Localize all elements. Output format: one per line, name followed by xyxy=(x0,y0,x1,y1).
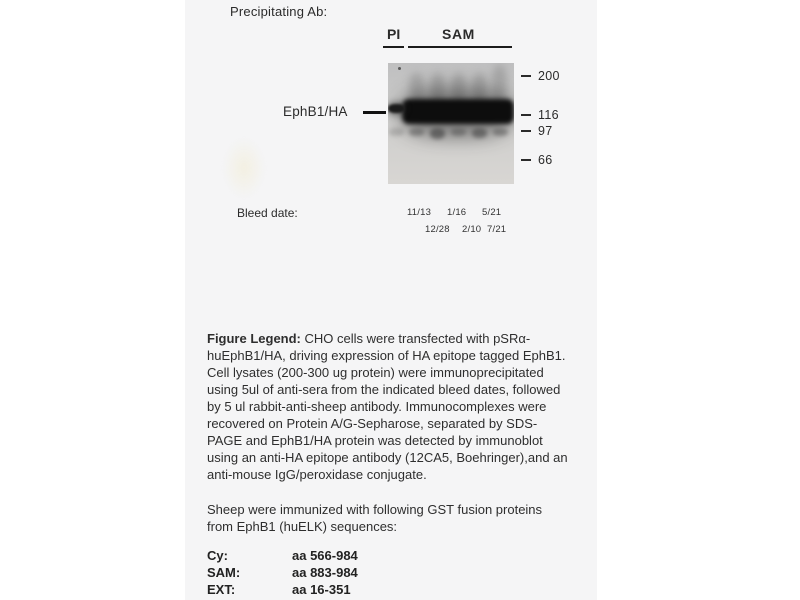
fusion-protein-row xyxy=(207,564,358,581)
mw-value: 116 xyxy=(538,108,559,122)
legend-line xyxy=(207,330,592,347)
lane-label-sam: SAM xyxy=(442,26,475,42)
fusion-protein-name: EXT: xyxy=(207,582,236,597)
ephb1-ha-main-band xyxy=(402,99,514,124)
pi-lane-band xyxy=(388,104,405,113)
mw-value: 97 xyxy=(538,124,553,138)
sam-lane-underline xyxy=(408,46,512,48)
legend-heading: Figure Legend: xyxy=(207,331,301,346)
mw-marker-66 xyxy=(521,153,553,167)
fusion-protein-name: SAM: xyxy=(207,565,241,580)
legend-line: by 5 ul rabbit-anti-sheep antibody. Immunocomplexes were xyxy=(207,399,547,414)
immunization-paragraph xyxy=(207,501,592,535)
legend-line: huEphB1/HA, driving expression of HA epitope tagged EphB1. xyxy=(207,348,566,363)
mw-marker-97 xyxy=(521,124,553,138)
bleed-date-value: 12/28 xyxy=(425,224,450,235)
blot-speck xyxy=(398,67,401,70)
secondary-band xyxy=(389,128,404,136)
secondary-band xyxy=(451,128,466,136)
mw-tick xyxy=(521,159,531,161)
fusion-protein-row xyxy=(207,547,358,564)
paper-watermark xyxy=(223,138,265,198)
band-label-ephb1ha: EphB1/HA xyxy=(283,104,348,119)
fusion-protein-row xyxy=(207,581,358,598)
legend-line: Cell lysates (200-300 ug protein) were immunoprecipitated xyxy=(207,365,544,380)
mw-tick xyxy=(521,114,531,116)
bleed-date-value: 2/10 xyxy=(462,224,482,235)
secondary-band xyxy=(409,128,424,136)
bleed-date-value: 7/21 xyxy=(487,224,507,235)
secondary-band xyxy=(472,128,487,138)
lane-label-pi: PI xyxy=(387,26,401,42)
bleed-date-label: Bleed date: xyxy=(237,206,298,220)
bleed-date-value: 11/13 xyxy=(407,207,432,218)
mw-tick xyxy=(521,130,531,132)
legend-line: using an anti-HA epitope antibody (12CA5, Boehringer),and an xyxy=(207,450,568,465)
secondary-band xyxy=(430,128,445,139)
figure-legend xyxy=(207,330,592,483)
fusion-protein-range: aa 566-984 xyxy=(292,548,358,563)
precipitating-ab-label: Precipitating Ab: xyxy=(230,4,328,19)
western-blot-image xyxy=(388,63,514,184)
bleed-date-value: 5/21 xyxy=(482,207,502,218)
mw-marker-200 xyxy=(521,69,560,83)
mw-value: 66 xyxy=(538,153,553,167)
legend-line: recovered on Protein A/G-Sepharose, separated by SDS- xyxy=(207,416,538,431)
fusion-protein-range: aa 16-351 xyxy=(292,582,351,597)
mw-tick xyxy=(521,75,531,77)
pi-lane-underline xyxy=(383,46,404,48)
legend-line: PAGE and EphB1/HA protein was detected by immunoblot xyxy=(207,433,543,448)
scanned-page xyxy=(185,0,597,600)
legend-line: anti-mouse IgG/peroxidase conjugate. xyxy=(207,467,427,482)
band-pointer-line xyxy=(363,111,386,114)
mw-marker-116 xyxy=(521,108,559,122)
immunization-line: Sheep were immunized with following GST fusion proteins xyxy=(207,502,543,517)
fusion-protein-table xyxy=(207,547,358,598)
secondary-band xyxy=(493,128,508,136)
fusion-protein-range: aa 883-984 xyxy=(292,565,358,580)
immunization-line: from EphB1 (huELK) sequences: xyxy=(207,519,398,534)
bleed-date-value: 1/16 xyxy=(447,207,467,218)
legend-text: CHO cells were transfected with pSRα- xyxy=(300,331,531,346)
mw-value: 200 xyxy=(538,69,560,83)
legend-line: using 5ul of anti-sera from the indicated bleed dates, followed xyxy=(207,382,561,397)
fusion-protein-name: Cy: xyxy=(207,548,228,563)
